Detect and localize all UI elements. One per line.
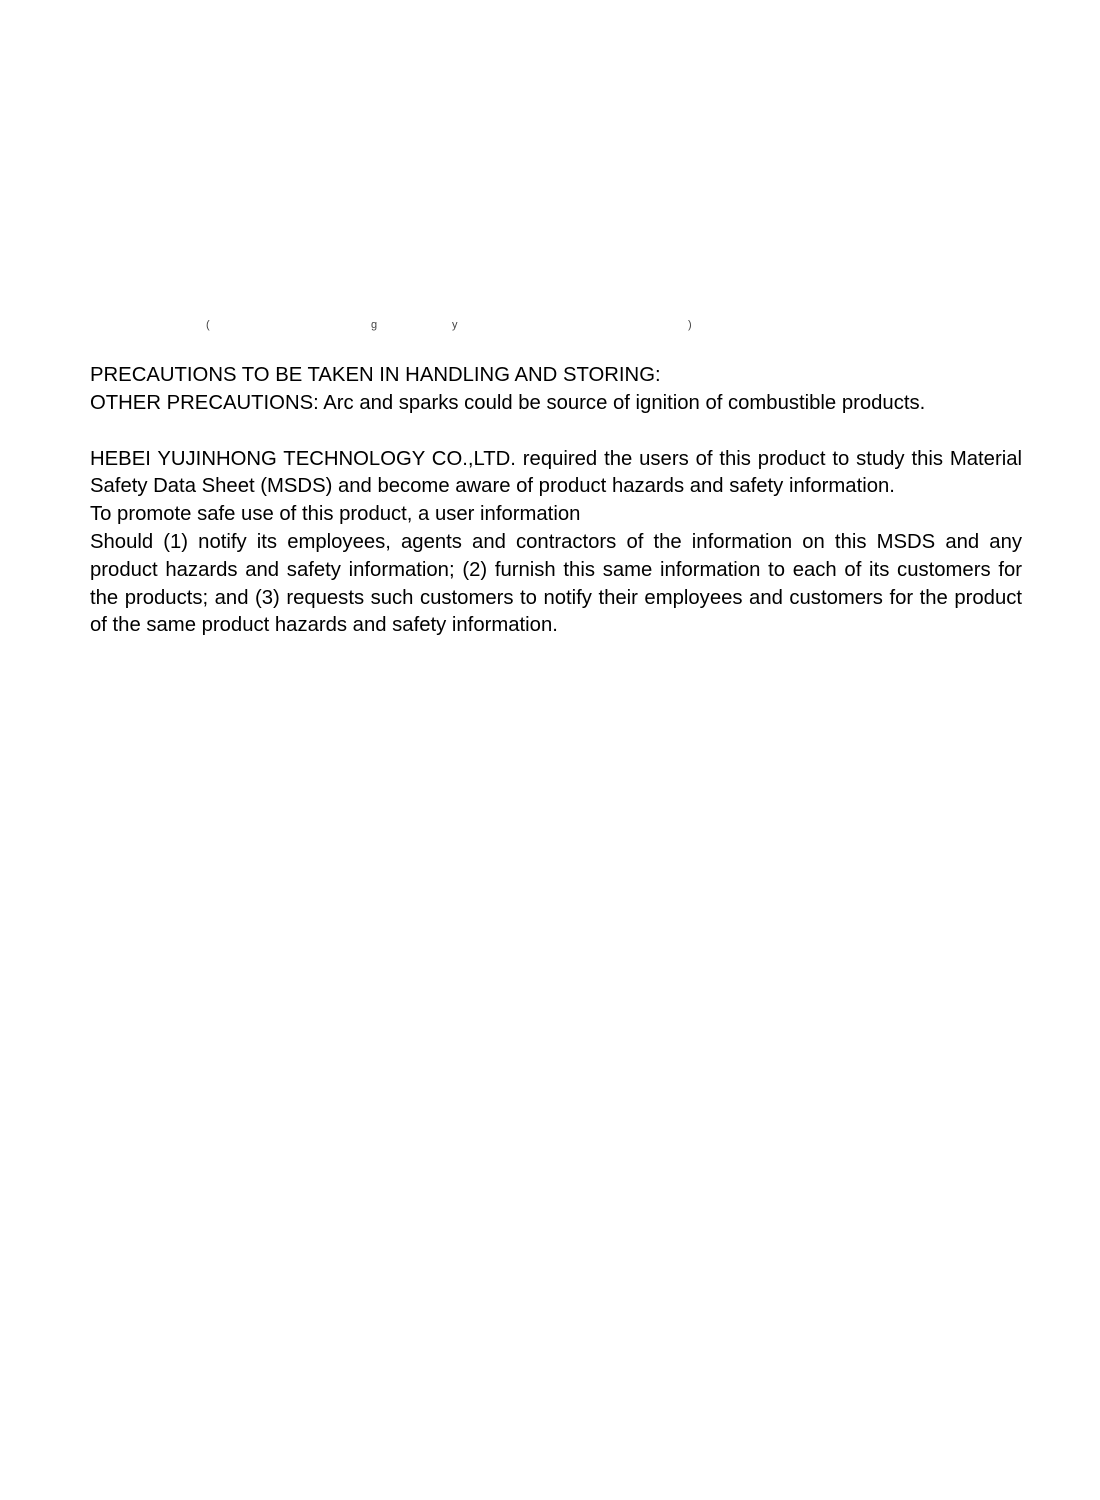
cut-off-text-fragments: ( g y ) bbox=[206, 319, 692, 331]
msds-notice-paragraph: HEBEI YUJINHONG TECHNOLOGY CO.,LTD. required the users of this product to study this Material Safety Data Sheet (MSDS) and become aware of product hazards and safety information. bbox=[90, 447, 1022, 498]
precautions-heading: PRECAUTIONS TO BE TAKEN IN HANDLING AND STORING: bbox=[90, 364, 661, 386]
document-body bbox=[90, 362, 1022, 640]
paragraph-spacer bbox=[90, 418, 1022, 446]
obligations-paragraph: Should (1) notify its employees, agents and contractors of the information on this MSDS and any product hazards and safety information; (2) furnish this same information to each of its customers for the products; and (3) requests such customers to notify their employees and customers for the product of the same product hazards and safety information. bbox=[90, 530, 1022, 637]
user-information-line: To promote safe use of this product, a user information bbox=[90, 503, 581, 526]
other-precautions: OTHER PRECAUTIONS: Arc and sparks could be source of ignition of combustible products. bbox=[90, 391, 926, 414]
